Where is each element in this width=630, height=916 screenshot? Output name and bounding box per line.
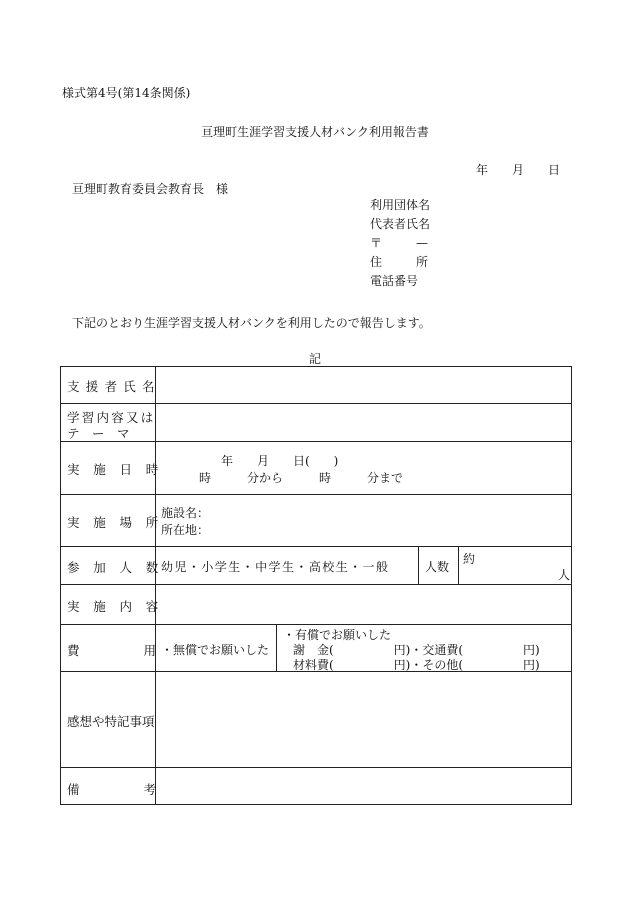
- phone-label: 電話番号: [370, 274, 419, 288]
- postal-dash: —: [416, 236, 429, 250]
- free-option: ・無償でお願いした: [161, 643, 270, 657]
- theme-label: テ ー マ: [67, 426, 130, 441]
- record-mark: 記: [308, 352, 321, 366]
- paid-option: ・有償でお願いした: [283, 628, 392, 642]
- form-number: 様式第4号(第14条関係): [62, 86, 191, 100]
- learning-content-label: 学習内容又は: [67, 410, 156, 425]
- org-name-label: 利用団体名: [370, 198, 431, 212]
- date-day-label: 日: [548, 163, 561, 177]
- impressions-label: 感想や特記事項: [67, 714, 155, 729]
- date-year-label: 年: [476, 163, 489, 177]
- rep-name-label: 代表者氏名: [370, 217, 431, 231]
- approx-label: 約: [463, 552, 476, 566]
- postal-mark: 〒: [370, 236, 383, 250]
- implementation-date-label: 実施日時: [67, 462, 173, 477]
- paid-fee-line-2: 材料費( 円)・その他( 円): [293, 658, 540, 672]
- time-fields: 時 分から 時 分まで: [199, 471, 404, 485]
- report-date: [476, 161, 560, 178]
- headcount-label: 人数: [425, 560, 450, 574]
- reporter-block: [370, 196, 430, 291]
- participants-label: 参加人数: [67, 560, 173, 575]
- remarks-label: 備 考: [67, 782, 157, 797]
- date-month-label: 月: [512, 163, 525, 177]
- participant-types: 幼児・小学生・中学生・高校生・一般: [161, 560, 390, 574]
- intro-text: 下記のとおり生涯学習支援人材バンクを利用したので報告します。: [72, 316, 431, 330]
- date-fields: 年 月 日( ): [221, 454, 339, 468]
- address-label: 住 所: [370, 255, 429, 269]
- implementation-place-label: 実施場所: [67, 515, 173, 530]
- paid-fee-line-1: 謝 金( 円)・交通費( 円): [293, 643, 540, 657]
- supporter-name-label: 支援者氏名: [67, 379, 161, 394]
- cost-label: 費 用: [67, 643, 157, 658]
- activity-content-label: 実施内容: [67, 599, 173, 614]
- report-form-table: [60, 366, 572, 805]
- addressee: 亘理町教育委員会教育長 様: [72, 182, 229, 196]
- document-title: 亘理町生涯学習支援人材バンク利用報告書: [201, 125, 429, 139]
- location-field: 所在地：: [161, 523, 210, 537]
- people-unit: 人: [558, 568, 571, 582]
- facility-name-field: 施設名：: [161, 506, 210, 520]
- postal-code-line: [370, 234, 430, 253]
